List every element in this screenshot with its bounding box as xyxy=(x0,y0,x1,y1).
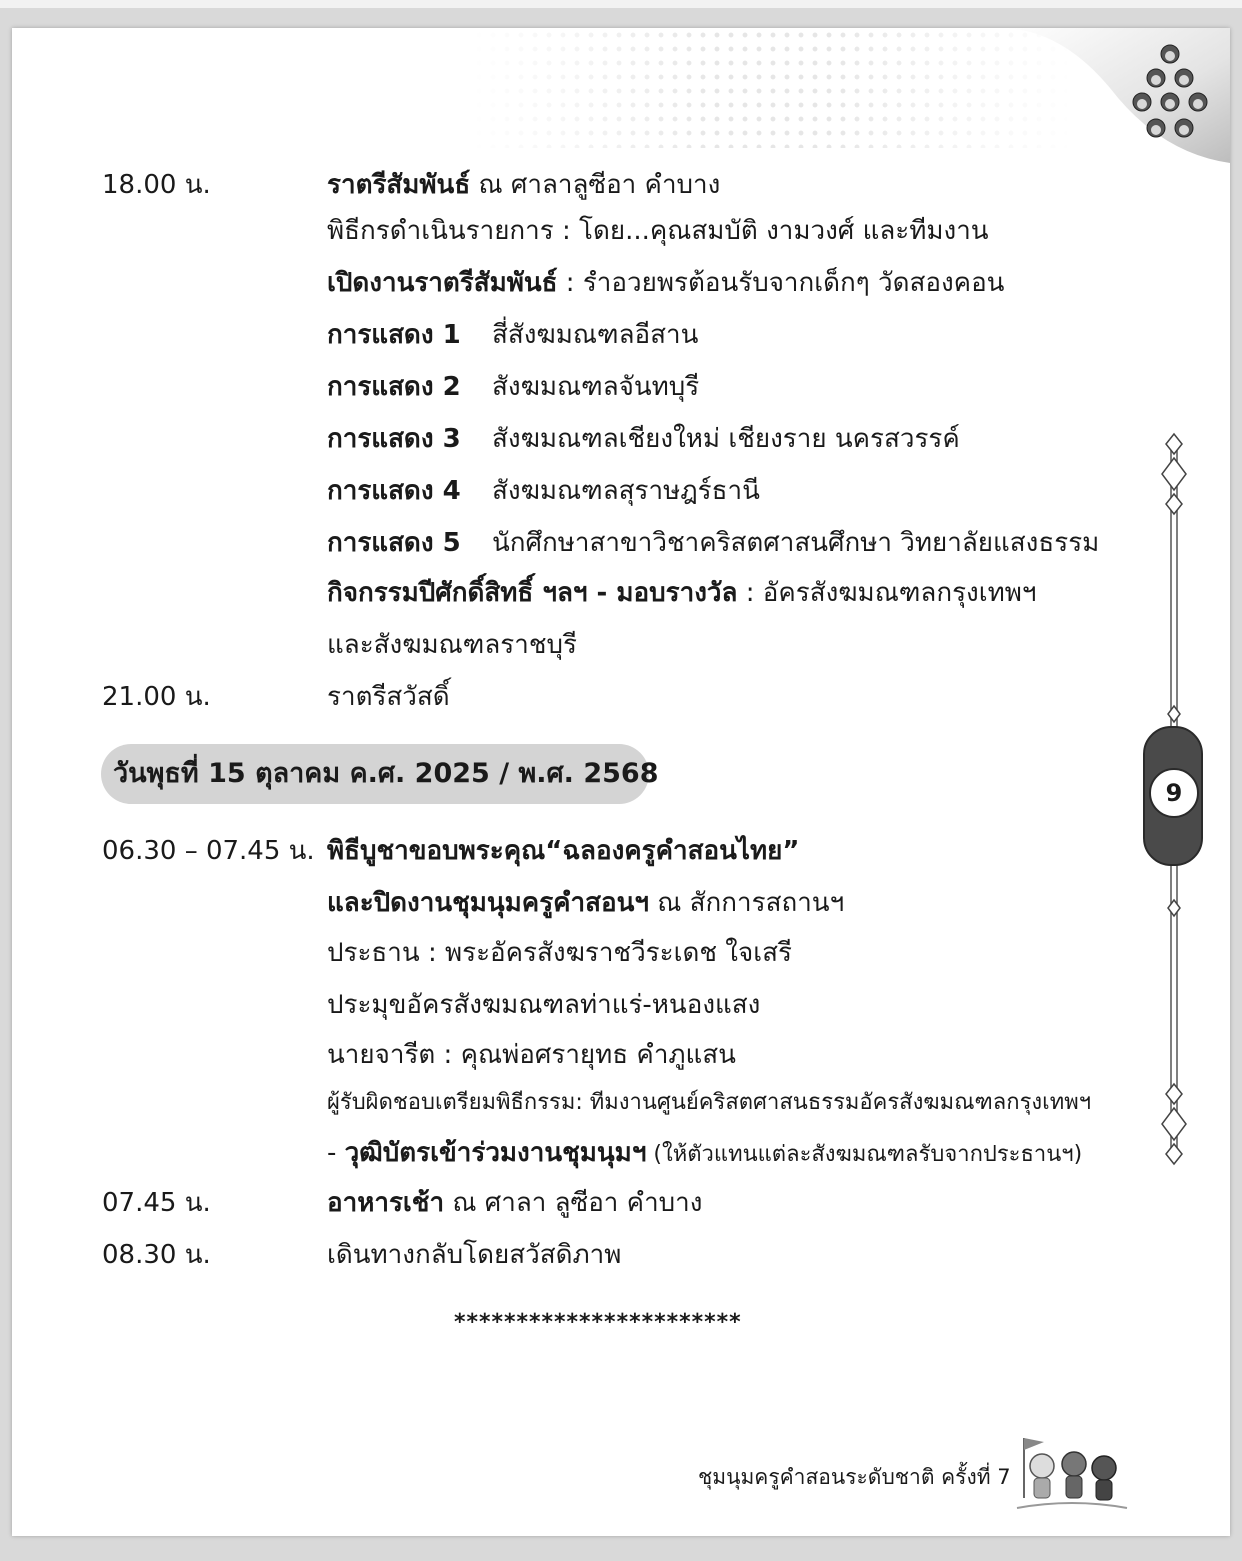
footer-title: ชุมนุมครูคำสอนระดับชาติ ครั้งที่ 7 xyxy=(698,1465,1011,1489)
activity-bold: กิจกรรมปีศักดิ์สิทธิ์ ฯลฯ - มอบรางวัล xyxy=(327,578,738,608)
children-mascot-icon xyxy=(1012,1428,1132,1518)
breakfast-bold: อาหารเช้า xyxy=(327,1188,445,1218)
end-separator: *********************** xyxy=(454,1310,742,1335)
time-label: 06.30 – 07.45 น. xyxy=(102,836,315,866)
opening-rest: : รำอวยพรต้อนรับจากเด็กๆ วัดสองคอน xyxy=(557,268,1005,298)
performance-text: สังฆมณฑลเชียงใหม่ เชียงราย นครสวรรค์ xyxy=(492,424,960,454)
breakfast-rest: ณ ศาลา ลูซีอา คำบาง xyxy=(444,1188,703,1218)
event-title-bold: ราตรีสัมพันธ์ xyxy=(327,170,471,200)
cert-bold: วุฒิบัตรเข้าร่วมงานชุมนุมฯ xyxy=(344,1138,647,1168)
mc-text: นายจารีต : คุณพ่อศรายุทธ คำภูแสน xyxy=(327,1040,736,1070)
time-label: 07.45 น. xyxy=(102,1188,211,1218)
time-label: 18.00 น. xyxy=(102,170,211,200)
cert-prefix: - xyxy=(327,1138,345,1168)
opening-bold: เปิดงานราตรีสัมพันธ์ xyxy=(327,268,558,298)
performance-label: การแสดง 4 xyxy=(327,476,461,506)
activity-rest: : อัครสังฆมณฑลกรุงเทพฯ xyxy=(737,578,1037,608)
top-strip xyxy=(0,0,1242,8)
page-number: 9 xyxy=(1149,768,1199,818)
performance-text: สี่สังฆมณฑลอีสาน xyxy=(492,320,699,350)
event-title-rest: ณ ศาลาลูซีอา คำบาง xyxy=(470,170,721,200)
time-label: 08.30 น. xyxy=(102,1240,211,1270)
event-title-bold: พิธีบูชาขอบพระคุณ“ฉลองครูคำสอนไทย” xyxy=(327,836,800,866)
day-banner: วันพุธที่ 15 ตุลาคม ค.ศ. 2025 / พ.ศ. 2568 xyxy=(101,744,649,804)
event-text: ราตรีสวัสดิ์ xyxy=(327,682,450,712)
president-text: ประธาน : พระอัครสังฆราชวีระเดช ใจเสรี xyxy=(327,938,792,968)
performance-label: การแสดง 5 xyxy=(327,528,461,558)
time-label: 21.00 น. xyxy=(102,682,211,712)
performance-label: การแสดง 3 xyxy=(327,424,461,454)
activity-cont-text: และสังฆมณฑลราชบุรี xyxy=(327,630,577,660)
people-photo-logo-icon xyxy=(1120,40,1220,150)
dot-pattern-decoration xyxy=(472,28,1072,148)
cert-rest: (ให้ตัวแทนแต่ละสังฆมณฑลรับจากประธานฯ) xyxy=(646,1142,1083,1167)
closing-rest: ณ สักการสถานฯ xyxy=(649,888,845,918)
event-text: เดินทางกลับโดยสวัสดิภาพ xyxy=(327,1240,622,1270)
host-text: พิธีกรดำเนินรายการ : โดย...คุณสมบัติ งามวงศ์ และทีมงาน xyxy=(327,216,989,246)
responsible-text: ผู้รับผิดชอบเตรียมพิธีกรรม: ทีมงานศูนย์คริสตศาสนธรรมอัครสังฆมณฑลกรุงเทพฯ xyxy=(327,1090,1092,1115)
president-title-text: ประมุขอัครสังฆมณฑลท่าแร่-หนองแสง xyxy=(327,990,761,1020)
event-title xyxy=(327,168,720,202)
document-page xyxy=(12,28,1230,1536)
performance-label: การแสดง 1 xyxy=(327,320,461,350)
performance-label: การแสดง 2 xyxy=(327,372,461,402)
performance-text: สังฆมณฑลสุราษฎร์ธานี xyxy=(492,476,760,506)
performance-text: สังฆมณฑลจันทบุรี xyxy=(492,372,700,402)
closing-bold: และปิดงานชุมนุมครูคำสอนฯ xyxy=(327,888,650,918)
performance-text: นักศึกษาสาขาวิชาคริสตศาสนศึกษา วิทยาลัยแสงธรรม xyxy=(492,528,1100,558)
opening-text xyxy=(327,266,1004,300)
